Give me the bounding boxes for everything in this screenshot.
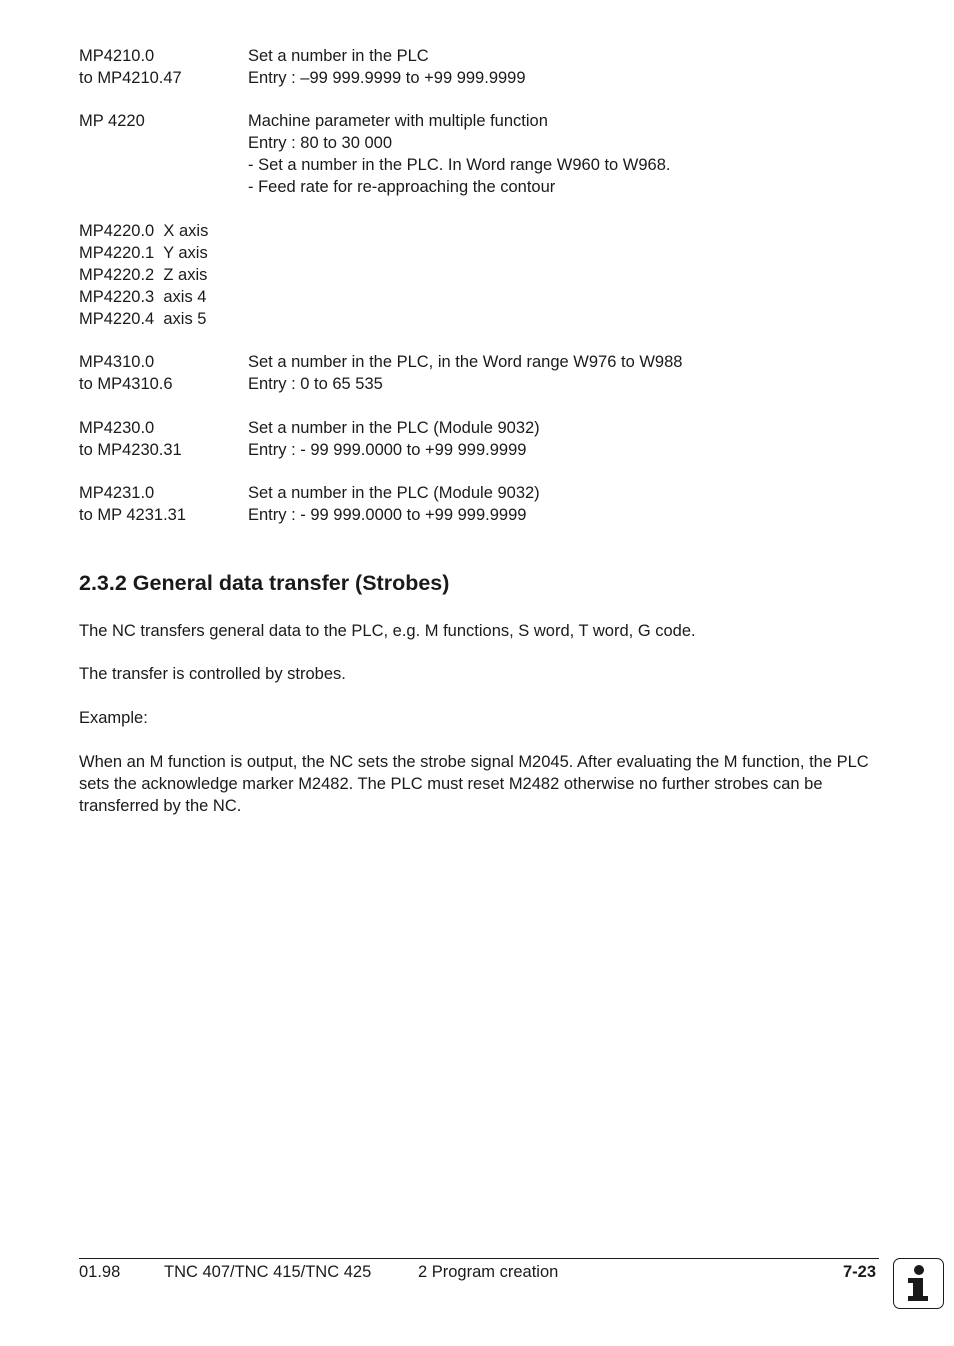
param-name: [79, 176, 248, 198]
body-paragraph: The transfer is controlled by strobes.: [79, 665, 346, 683]
param-name: [79, 132, 248, 154]
axis-param-x: MP4220.0 X axis: [79, 222, 209, 240]
param-description: Set a number in the PLC, in the Word range W976 to W988: [248, 353, 683, 371]
axis-param-4: MP4220.3 axis 4: [79, 288, 207, 306]
param-description: - Feed rate for re-approaching the contour: [248, 178, 556, 196]
param-row: [79, 373, 879, 395]
param-description: Machine parameter with multiple function: [248, 112, 548, 130]
body-paragraph: Example:: [79, 709, 148, 727]
param-row: [79, 67, 879, 89]
param-group-mp4310: [79, 351, 879, 395]
param-row: [79, 45, 879, 67]
param-row: [79, 504, 879, 526]
footer-chapter: 2 Program creation: [418, 1263, 559, 1281]
param-description: - Set a number in the PLC. In Word range W960 to W968.: [248, 156, 671, 174]
footer-date: 01.98: [79, 1263, 121, 1281]
param-name: MP4231.0: [79, 484, 155, 502]
axis-param-z: MP4220.2 Z axis: [79, 266, 208, 284]
param-description: Set a number in the PLC: [248, 47, 429, 65]
footer-rule: [79, 1258, 879, 1259]
param-description: Entry : –99 999.9999 to +99 999.9999: [248, 69, 526, 87]
param-description: Entry : - 99 999.0000 to +99 999.9999: [248, 506, 527, 524]
param-row: [79, 482, 879, 504]
param-group-mp4231: [79, 482, 879, 526]
param-name: MP4230.0: [79, 419, 155, 437]
axis-param-5: MP4220.4 axis 5: [79, 310, 207, 328]
param-name: to MP4210.47: [79, 69, 182, 87]
param-row: [79, 110, 879, 132]
param-row: [79, 132, 879, 154]
param-row: [79, 417, 879, 439]
info-icon: [893, 1258, 944, 1309]
param-row: [79, 176, 879, 198]
param-row: [79, 351, 879, 373]
param-group-mp4220: [79, 110, 879, 198]
param-group-mp4210: [79, 45, 879, 89]
param-name: MP 4220: [79, 112, 145, 130]
param-row: [79, 154, 879, 176]
footer-models: TNC 407/TNC 415/TNC 425: [164, 1263, 372, 1281]
section-heading: 2.3.2 General data transfer (Strobes): [79, 571, 450, 595]
param-group-mp4230: [79, 417, 879, 461]
param-name: to MP4230.31: [79, 441, 182, 459]
param-name: [79, 154, 248, 176]
param-description: Entry : - 99 999.0000 to +99 999.9999: [248, 441, 527, 459]
param-description: Set a number in the PLC (Module 9032): [248, 484, 540, 502]
body-paragraph: The NC transfers general data to the PLC, e.g. M functions, S word, T word, G code.: [79, 622, 696, 640]
param-name: to MP 4231.31: [79, 506, 187, 524]
param-description: Set a number in the PLC (Module 9032): [248, 419, 540, 437]
param-name: MP4310.0: [79, 353, 155, 371]
footer-page-number: 7-23: [843, 1263, 877, 1281]
param-description: Entry : 80 to 30 000: [248, 134, 393, 152]
param-name: to MP4310.6: [79, 375, 173, 393]
axis-param-y: MP4220.1 Y axis: [79, 244, 208, 262]
body-paragraph: When an M function is output, the NC sets the strobe signal M2045. After evaluating the M function, the PLC sets the acknowledge marker M2482. The PLC must reset M2482 otherwise no further strobes can be transferred by the NC.: [79, 753, 869, 815]
param-description: Entry : 0 to 65 535: [248, 375, 383, 393]
param-group-mp4220-axes: [79, 220, 879, 330]
param-name: MP4210.0: [79, 47, 155, 65]
param-row: [79, 439, 879, 461]
